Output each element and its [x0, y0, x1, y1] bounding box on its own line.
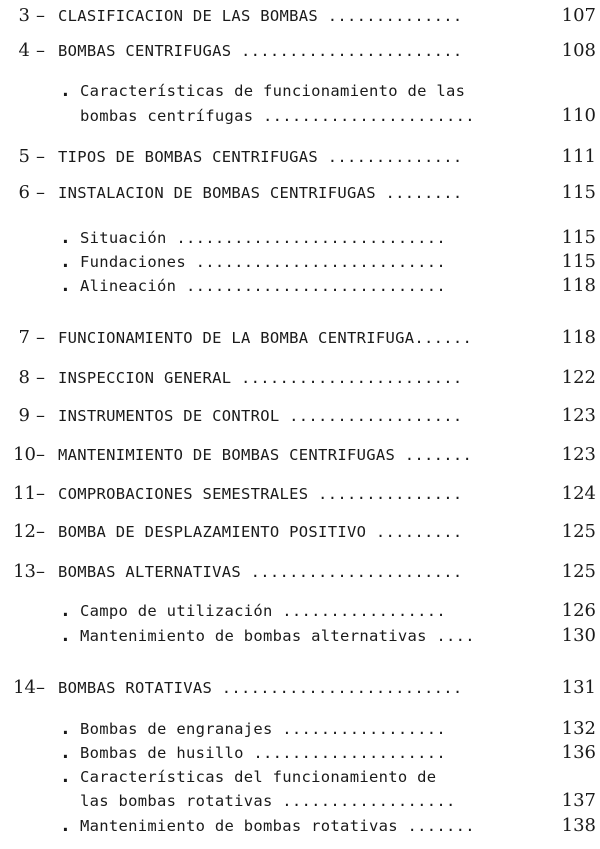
- entry-title: COMPROBACIONES SEMESTRALES ...............: [58, 485, 463, 503]
- page-number: 115: [561, 251, 596, 272]
- page-number: 108: [561, 40, 596, 61]
- toc-subentry: [0, 599, 600, 623]
- page-number: 123: [561, 444, 596, 465]
- bullet: .: [60, 625, 71, 646]
- toc-entry: [0, 366, 600, 390]
- toc-subentry: [0, 765, 600, 789]
- dash: –: [36, 327, 45, 348]
- bullet: .: [60, 742, 71, 763]
- page-number: 115: [561, 227, 596, 248]
- dash: –: [36, 367, 45, 388]
- bullet: .: [60, 275, 71, 296]
- toc-entry: [0, 181, 600, 205]
- entry-title: BOMBAS CENTRIFUGAS .......................: [58, 42, 463, 60]
- page-number: 131: [561, 677, 596, 698]
- entry-title: Fundaciones ..........................: [80, 253, 447, 271]
- entry-title: Bombas de engranajes .................: [80, 720, 447, 738]
- page-number: 130: [561, 625, 596, 646]
- page-number: 132: [561, 718, 596, 739]
- dash: –: [36, 146, 45, 167]
- chapter-number: 5: [18, 146, 30, 167]
- entry-title: INSTRUMENTOS DE CONTROL ..................: [58, 407, 463, 425]
- chapter-number: 13: [13, 561, 36, 582]
- page-number: 123: [561, 405, 596, 426]
- dash: –: [36, 444, 45, 465]
- entry-title: INSTALACION DE BOMBAS CENTRIFUGAS ........: [58, 184, 463, 202]
- chapter-number: 12: [13, 521, 36, 542]
- chapter-number: 6: [18, 182, 30, 203]
- toc-entry: [0, 676, 600, 700]
- entry-title: Alineación ...........................: [80, 277, 447, 295]
- chapter-number: 14: [13, 677, 36, 698]
- toc-entry: [0, 39, 600, 63]
- chapter-number: 8: [18, 367, 30, 388]
- page-number: 111: [561, 146, 596, 167]
- entry-title: BOMBA DE DESPLAZAMIENTO POSITIVO .........: [58, 523, 463, 541]
- entry-title: Mantenimiento de bombas alternativas ....: [80, 627, 475, 645]
- page-number: 115: [561, 182, 596, 203]
- page-number: 136: [561, 742, 596, 763]
- toc-subentry-cont: [0, 104, 600, 128]
- toc-subentry: [0, 226, 600, 250]
- dash: –: [36, 561, 45, 582]
- page-number: 124: [561, 483, 596, 504]
- toc-subentry: [0, 814, 600, 838]
- toc-entry: [0, 326, 600, 350]
- page-number: 126: [561, 600, 596, 621]
- entry-title-line1: Características de funcionamiento de las: [80, 82, 466, 100]
- chapter-number: 11: [13, 483, 36, 504]
- toc-entry: [0, 4, 600, 28]
- entry-title: INSPECCION GENERAL .......................: [58, 369, 463, 387]
- toc-subentry: [0, 79, 600, 103]
- page-number: 118: [561, 275, 596, 296]
- toc-subentry: [0, 250, 600, 274]
- toc-subentry-cont: [0, 789, 600, 813]
- toc-entry: [0, 520, 600, 544]
- dash: –: [36, 182, 45, 203]
- page-number: 138: [561, 815, 596, 836]
- dash: –: [36, 5, 45, 26]
- entry-title: BOMBAS ROTATIVAS .........................: [58, 679, 463, 697]
- entry-title-line2: las bombas rotativas ..................: [80, 792, 456, 810]
- toc-entry: [0, 560, 600, 584]
- dash: –: [36, 405, 45, 426]
- entry-title-line1: Características del funcionamiento de: [80, 768, 437, 786]
- page-number: 118: [561, 327, 596, 348]
- toc-subentry: [0, 624, 600, 648]
- chapter-number: 3: [18, 5, 30, 26]
- bullet: .: [60, 718, 71, 739]
- bullet: .: [60, 600, 71, 621]
- entry-title: CLASIFICACION DE LAS BOMBAS ..............: [58, 7, 463, 25]
- bullet: .: [60, 80, 71, 101]
- toc-entry: [0, 404, 600, 428]
- entry-title: Bombas de husillo ....................: [80, 744, 447, 762]
- entry-title: Mantenimiento de bombas rotativas .......: [80, 817, 475, 835]
- entry-title: MANTENIMIENTO DE BOMBAS CENTRIFUGAS .......: [58, 446, 473, 464]
- toc-entry: [0, 482, 600, 506]
- chapter-number: 7: [18, 327, 30, 348]
- toc-subentry: [0, 741, 600, 765]
- dash: –: [36, 40, 45, 61]
- dash: –: [36, 521, 45, 542]
- toc-entry: [0, 443, 600, 467]
- toc-subentry: [0, 274, 600, 298]
- chapter-number: 4: [18, 40, 30, 61]
- chapter-number: 9: [18, 405, 30, 426]
- entry-title-line2: bombas centrífugas ......................: [80, 107, 475, 125]
- entry-title: Situación ............................: [80, 229, 447, 247]
- toc-entry: [0, 145, 600, 169]
- dash: –: [36, 677, 45, 698]
- entry-title: TIPOS DE BOMBAS CENTRIFUGAS ..............: [58, 148, 463, 166]
- bullet: .: [60, 815, 71, 836]
- bullet: .: [60, 251, 71, 272]
- page-number: 107: [561, 5, 596, 26]
- chapter-number: 10: [13, 444, 36, 465]
- bullet: .: [60, 227, 71, 248]
- bullet: .: [60, 766, 71, 787]
- page-number: 110: [561, 105, 596, 126]
- page-number: 125: [561, 561, 596, 582]
- entry-title: Campo de utilización .................: [80, 602, 447, 620]
- page-number: 125: [561, 521, 596, 542]
- entry-title: BOMBAS ALTERNATIVAS ......................: [58, 563, 463, 581]
- dash: –: [36, 483, 45, 504]
- toc-subentry: [0, 717, 600, 741]
- page-number: 137: [561, 790, 596, 811]
- entry-title: FUNCIONAMIENTO DE LA BOMBA CENTRIFUGA......: [58, 329, 473, 347]
- page-number: 122: [561, 367, 596, 388]
